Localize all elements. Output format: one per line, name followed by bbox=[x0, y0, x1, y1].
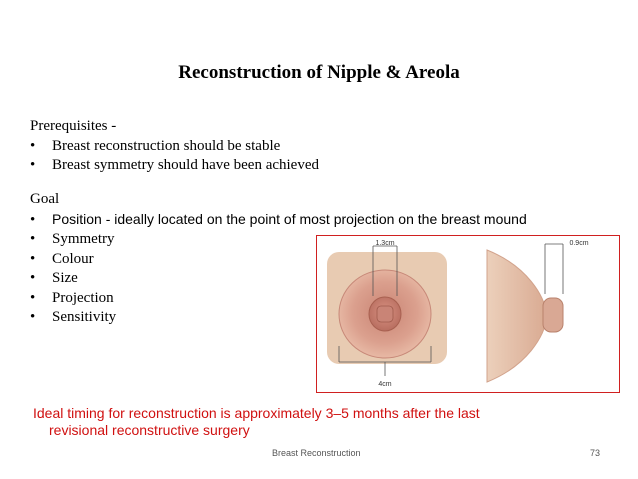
goal-item-text: Size bbox=[52, 270, 78, 286]
prerequisites-block bbox=[30, 117, 319, 176]
nipple-areola-illustration bbox=[316, 235, 620, 393]
page-number: 73 bbox=[590, 448, 601, 458]
footer-text: Breast Reconstruction bbox=[272, 448, 361, 458]
breast-side-profile bbox=[487, 250, 547, 382]
timing-line-1: Ideal timing for reconstruction is approximately 3–5 months after the last bbox=[33, 405, 480, 421]
prerequisites-heading: Prerequisites - bbox=[30, 118, 117, 134]
timing-line-2: revisional reconstructive surgery bbox=[49, 422, 250, 438]
list-item bbox=[30, 210, 527, 231]
slide-title: Reconstruction of Nipple & Areola bbox=[178, 62, 460, 83]
prereq-item-text: Breast reconstruction should be stable bbox=[52, 137, 281, 154]
bullet: • bbox=[30, 270, 36, 286]
nipple-top bbox=[377, 306, 393, 322]
bullet: • bbox=[30, 309, 36, 325]
bullet: • bbox=[30, 231, 36, 247]
goal-item-text: Projection bbox=[52, 289, 114, 306]
goal-item-text: Sensitivity bbox=[52, 309, 117, 325]
bullet: • bbox=[30, 137, 36, 154]
goal-item-text: Symmetry bbox=[52, 231, 115, 247]
bullet: • bbox=[30, 250, 36, 267]
goal-heading: Goal bbox=[30, 191, 60, 207]
bullet: • bbox=[30, 211, 36, 228]
label-0-9cm: 0.9cm bbox=[569, 240, 589, 247]
goal-item-text: Colour bbox=[52, 250, 94, 267]
timing-note bbox=[33, 405, 613, 439]
illustration-svg bbox=[317, 236, 619, 392]
nipple-side bbox=[543, 298, 563, 332]
list-item bbox=[30, 156, 319, 176]
bullet: • bbox=[30, 157, 36, 173]
goal-item-text: Position - ideally located on the point of most projection on the breast mound bbox=[52, 210, 527, 227]
prereq-item-text: Breast symmetry should have been achieved bbox=[52, 157, 319, 173]
label-4cm: 4cm bbox=[378, 381, 392, 388]
list-item bbox=[30, 137, 319, 157]
label-1-3cm: 1.3cm bbox=[375, 240, 395, 247]
bullet: • bbox=[30, 289, 36, 306]
